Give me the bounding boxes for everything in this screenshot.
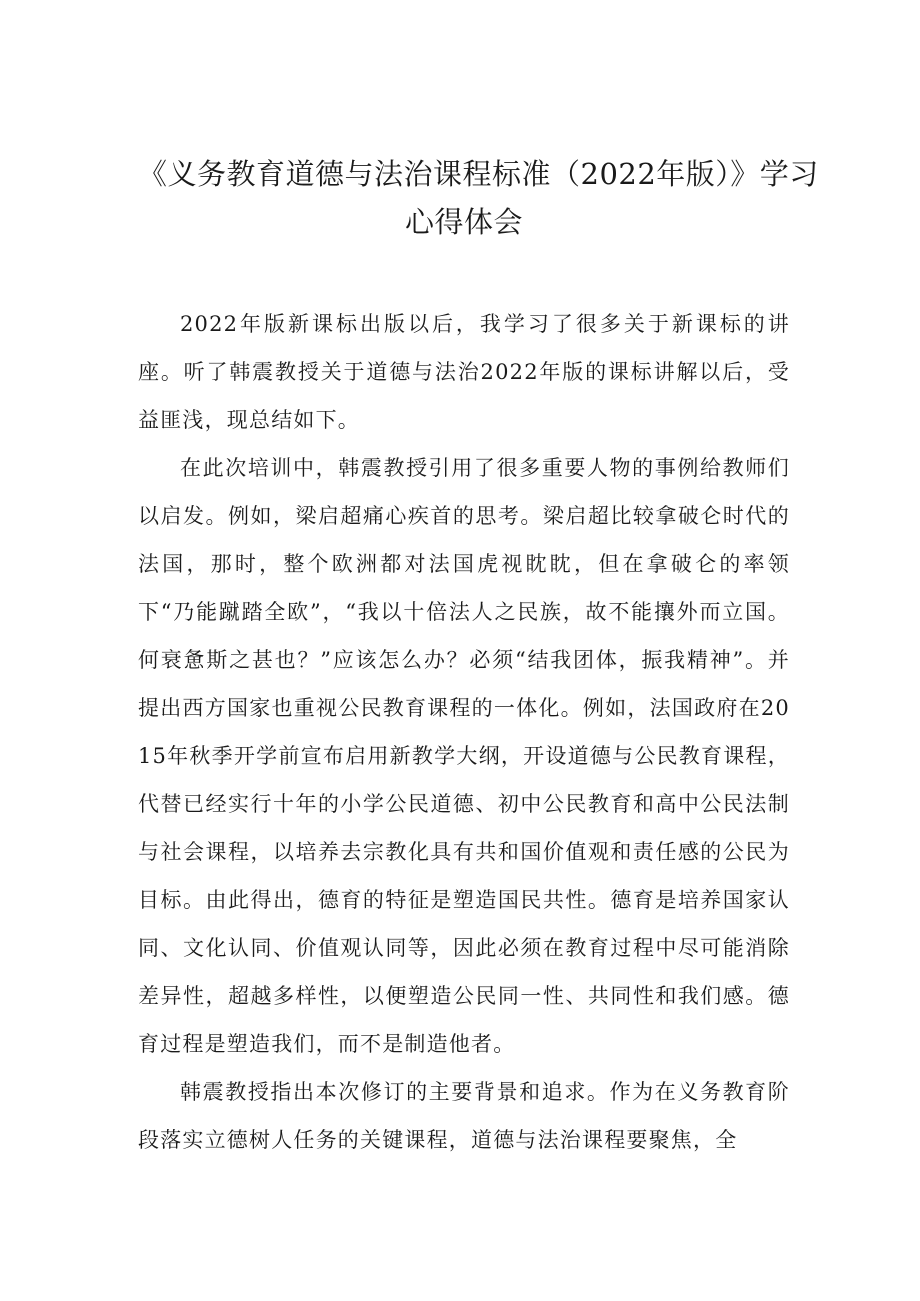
title-line-2: 心得体会 — [404, 205, 523, 239]
paragraph-revision: 韩震教授指出本次修订的主要背景和追求。作为在义务教育阶段落实立德树人任务的关键课程，道德与法治课程要聚焦，全 — [138, 1080, 790, 1152]
paragraph-training: 在此次培训中，韩震教授引用了很多重要人物的事例给教师们以启发。例如，梁启超痛心疾首的思考。梁启超比较拿破仑时代的法国，那时，整个欧洲都对法国虎视眈眈，但在拿破仑的率领下“乃能蹴踏全欧”，“我以十倍法人之民族，故不能攘外而立国。何衰惫斯之甚也？”应该怎么办？必须“结我团体，振我精神”。并提出西方国家也重视公民教育课程的一体化。例如，法国政府在2015年秋季开学前宣布启用新教学大纲，开设道德与公民教育课程，代替已经实行十年的小学公民道德、初中公民教育和高中公民法制与社会课程，以培养去宗教化具有共和国价值观和责任感的公民为目标。由此得出，德育的特征是塑造国民共性。德育是培养国家认同、文化认同、价值观认同等，因此必须在教育过程中尽可能消除差异性，超越多样性，以便塑造公民同一性、共同性和我们感。德育过程是塑造我们，而不是制造他者。 — [138, 456, 790, 1056]
document-title — [138, 150, 819, 246]
title-line-1: 《义务教育道德与法治课程标准（2022年版）》学习 — [138, 157, 819, 191]
paragraph-intro: 2022年版新课标出版以后，我学习了很多关于新课标的讲座。听了韩震教授关于道德与法治2022年版的课标讲解以后，受益匪浅，现总结如下。 — [138, 312, 790, 432]
